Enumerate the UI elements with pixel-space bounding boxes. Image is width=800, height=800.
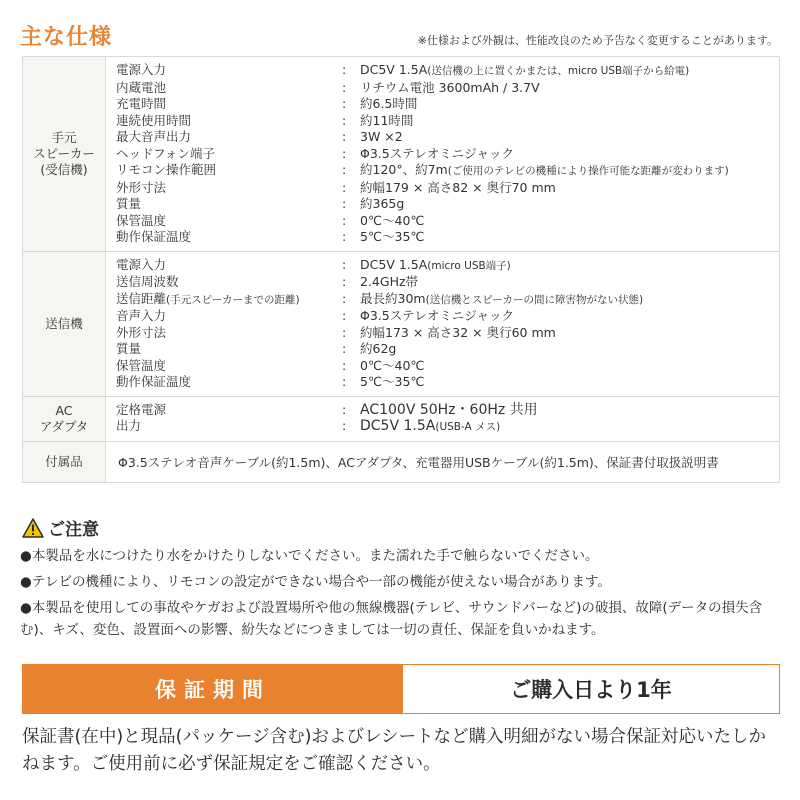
warranty-box xyxy=(22,664,780,714)
spec-value: DC5V 1.5A(micro USB端子) xyxy=(360,256,511,272)
spec-row xyxy=(116,374,779,391)
spec-key: 動作保証温度 xyxy=(116,374,192,389)
spec-colon: : xyxy=(342,290,347,306)
spec-value: 約120°、約7m(ご使用のテレビの機種により操作可能な距離が変わります) xyxy=(360,162,729,177)
spec-colon: : xyxy=(342,256,347,272)
warning-triangle-icon xyxy=(22,518,44,538)
warranty-period: ご購入日より1年 xyxy=(403,665,779,713)
spec-value: リチウム電池 3600mAh / 3.7V xyxy=(360,79,540,95)
section-label-transmitter: 送信機 xyxy=(45,315,83,331)
spec-row xyxy=(116,291,779,309)
spec-colon: : xyxy=(342,162,347,177)
spec-colon: : xyxy=(342,196,347,211)
spec-key: 送信距離(手元スピーカーまでの距離) xyxy=(116,290,300,306)
spec-row xyxy=(116,325,779,342)
spec-value: 約365g xyxy=(360,196,405,211)
spec-row xyxy=(116,213,779,230)
caution-title: ご注意 xyxy=(48,520,99,540)
warranty-label: 保証期間 xyxy=(23,665,403,713)
spec-row xyxy=(116,129,779,146)
spec-key: リモコン操作範囲 xyxy=(116,162,217,177)
spec-key: 動作保証温度 xyxy=(116,229,192,244)
spec-value: Φ3.5ステレオミニジャック xyxy=(360,145,514,161)
spec-key: 出力 xyxy=(116,418,142,433)
spec-row xyxy=(116,196,779,213)
spec-value: 0℃〜40℃ xyxy=(360,212,425,228)
spec-value: DC5V 1.5A(送信機の上に置くかまたは、micro USB端子から給電) xyxy=(360,62,690,77)
spec-section-adapter xyxy=(23,396,779,441)
spec-key: 最大音声出力 xyxy=(116,129,192,144)
spec-row xyxy=(116,80,779,97)
spec-row xyxy=(116,274,779,291)
spec-row xyxy=(116,341,779,358)
spec-section-speaker xyxy=(23,57,779,251)
spec-key: 連続使用時間 xyxy=(116,112,192,128)
spec-value: 約幅179 × 高さ82 × 奥行70 mm xyxy=(360,179,556,195)
spec-value: 約11時間 xyxy=(360,112,414,128)
spec-value: AC100V 50Hz・60Hz 共用 xyxy=(360,401,538,418)
accessories-text: Φ3.5ステレオ音声ケーブル(約1.5m)、ACアダプタ、充電器用USBケーブル(約1.5m)、保証書付取扱説明書 xyxy=(105,442,779,482)
spec-row xyxy=(116,113,779,130)
spec-key: ヘッドフォン端子 xyxy=(116,145,216,161)
spec-value: 約幅173 × 高さ32 × 奥行60 mm xyxy=(360,324,556,340)
spec-row xyxy=(116,62,779,80)
spec-key: 質量 xyxy=(116,341,142,356)
spec-value: 3W ×2 xyxy=(360,129,403,144)
spec-colon: : xyxy=(342,341,347,356)
spec-row xyxy=(116,162,779,180)
spec-row xyxy=(116,257,779,275)
warranty-footer-text: 保証書(在中)と現品(パッケージ含む)およびレシートなど購入明細がない場合保証対応いたしかねます。ご使用前に必ず保証規定をご確認ください。 xyxy=(22,727,767,774)
spec-section-transmitter xyxy=(23,251,779,396)
caution-item: ●テレビの機種により、リモコンの設定ができない場合や一部の機能が使えない場合があります。 xyxy=(20,574,611,590)
spec-key: 保管温度 xyxy=(116,212,167,228)
spec-colon: : xyxy=(342,212,347,228)
spec-colon: : xyxy=(342,145,347,161)
spec-colon: : xyxy=(342,308,347,323)
spec-value: 0℃〜40℃ xyxy=(360,357,425,373)
spec-key: 音声入力 xyxy=(116,308,167,323)
caution-list xyxy=(20,545,785,645)
spec-row xyxy=(116,146,779,163)
spec-key: 保管温度 xyxy=(116,357,167,373)
spec-colon: : xyxy=(342,79,347,95)
spec-value: Φ3.5ステレオミニジャック xyxy=(360,308,514,323)
spec-key: 定格電源 xyxy=(116,401,167,417)
spec-colon: : xyxy=(342,374,347,389)
page-title: 主な仕様 xyxy=(20,25,113,50)
spec-key: 送信周波数 xyxy=(116,274,179,289)
spec-key: 外形寸法 xyxy=(116,179,167,195)
spec-value: DC5V 1.5A(USB-A メス) xyxy=(360,418,501,434)
spec-row xyxy=(116,358,779,375)
spec-colon: : xyxy=(342,179,347,195)
spec-colon: : xyxy=(342,401,347,417)
spec-value: 約6.5時間 xyxy=(360,96,418,111)
section-body-speaker xyxy=(105,57,779,251)
spec-change-note: ※仕様および外観は、性能改良のため予告なく変更することがあります。 xyxy=(417,34,778,47)
section-label-accessories: 付属品 xyxy=(45,453,83,469)
spec-colon: : xyxy=(342,418,347,433)
spec-row xyxy=(116,418,779,436)
spec-row xyxy=(116,402,779,419)
spec-colon: : xyxy=(342,357,347,373)
spec-colon: : xyxy=(342,96,347,111)
spec-key: 外形寸法 xyxy=(116,324,167,340)
spec-key: 内蔵電池 xyxy=(116,79,167,95)
section-label-adapter: AC アダプタ xyxy=(39,402,89,434)
section-label-speaker: 手元 スピーカー (受信機) xyxy=(33,129,95,177)
caution-header xyxy=(22,515,99,540)
spec-colon: : xyxy=(342,112,347,128)
spec-key: 電源入力 xyxy=(116,256,167,272)
spec-value: 最長約30m(送信機とスピーカーの間に障害物がない状態) xyxy=(360,290,644,306)
spec-value: 2.4GHz帯 xyxy=(360,274,419,289)
spec-row xyxy=(116,308,779,325)
spec-key: 電源入力 xyxy=(116,62,167,77)
spec-colon: : xyxy=(342,324,347,340)
spec-value: 5℃〜35℃ xyxy=(360,374,425,389)
spec-table xyxy=(22,56,780,483)
spec-row xyxy=(116,96,779,113)
spec-key: 質量 xyxy=(116,196,142,211)
spec-row xyxy=(116,180,779,197)
spec-section-accessories xyxy=(23,441,779,482)
spec-colon: : xyxy=(342,229,347,244)
spec-colon: : xyxy=(342,274,347,289)
section-body-adapter xyxy=(105,397,779,441)
spec-row xyxy=(116,229,779,246)
caution-item: ●本製品を水につけたり水をかけたりしないでください。また濡れた手で触らないでください。 xyxy=(20,548,599,564)
spec-colon: : xyxy=(342,62,347,77)
caution-item: ●本製品を使用しての事故やケガおよび設置場所や他の無線機器(テレビ、サウンドバーなど)の破損、故障(データの損失含む)、キズ、変色、設置面への影響、紛失などにつきましては一切の責任、保証を負いかねます。 xyxy=(20,600,763,638)
spec-value: 5℃〜35℃ xyxy=(360,229,425,244)
section-body-transmitter xyxy=(105,252,779,396)
spec-key: 充電時間 xyxy=(116,96,167,111)
spec-colon: : xyxy=(342,129,347,144)
spec-value: 約62g xyxy=(360,341,397,356)
